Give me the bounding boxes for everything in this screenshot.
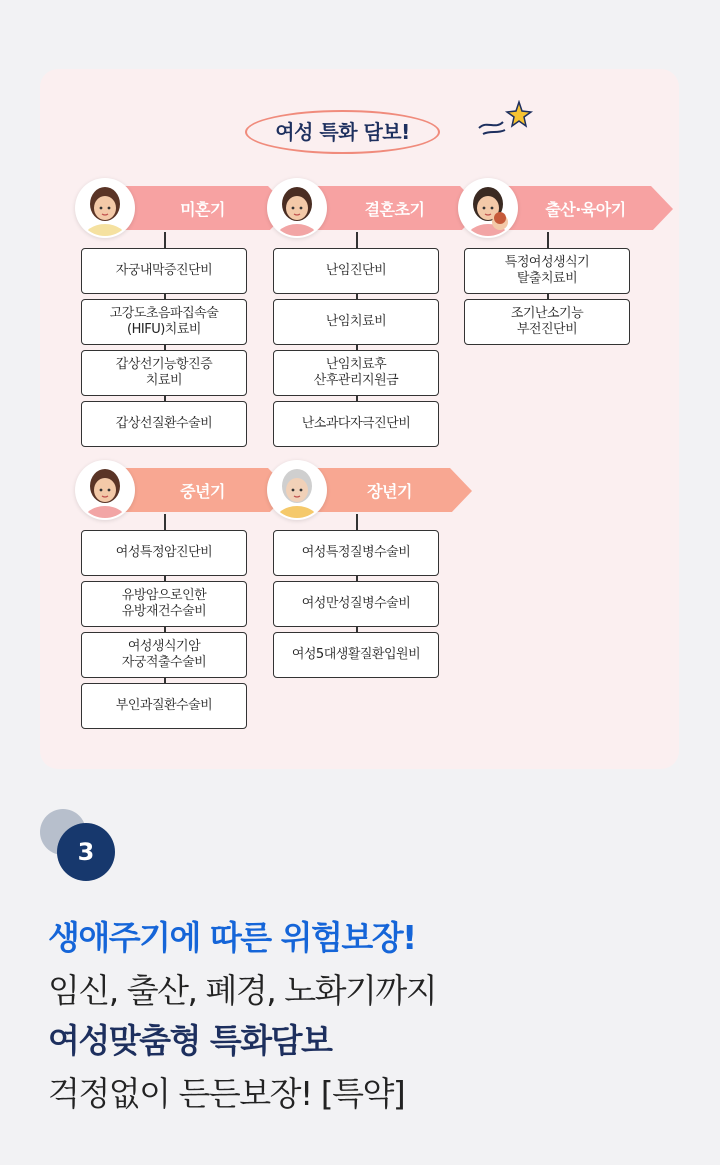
coverage-item: 조기난소기능 부전진단비 xyxy=(464,299,630,345)
woman-avatar-icon xyxy=(267,460,327,520)
coverage-item: 여성5대생활질환입원비 xyxy=(273,632,439,678)
coverage-item: 여성생식기암 자궁적출수술비 xyxy=(81,632,247,678)
coverage-item: 난임진단비 xyxy=(273,248,439,294)
woman-avatar-icon xyxy=(75,178,135,238)
coverage-item: 난임치료비 xyxy=(273,299,439,345)
coverage-item: 유방암으로인한 유방재건수술비 xyxy=(81,581,247,627)
woman-avatar-icon xyxy=(75,460,135,520)
subline-2: 걱정없이 든든보장! [특약] xyxy=(48,1074,405,1113)
coverage-item: 여성특정질병수술비 xyxy=(273,530,439,576)
sparkle-icon xyxy=(475,100,535,140)
stage-label: 장년기 xyxy=(367,482,412,501)
coverage-item: 갑상선기능항진증 치료비 xyxy=(81,350,247,396)
stage-label: 결혼초기 xyxy=(364,200,425,219)
stage-label: 출산·육아기 xyxy=(545,200,626,219)
headline-blue: 생애주기에 따른 위험보장! xyxy=(48,918,416,957)
section-number-badge: 3 xyxy=(57,823,115,881)
stage-label: 중년기 xyxy=(180,482,225,501)
coverage-item: 난임치료후 산후관리지원금 xyxy=(273,350,439,396)
coverage-item: 여성특정암진단비 xyxy=(81,530,247,576)
subline-1: 임신, 출산, 폐경, 노화기까지 xyxy=(48,971,437,1010)
coverage-item: 갑상선질환수술비 xyxy=(81,401,247,447)
coverage-item: 여성만성질병수술비 xyxy=(273,581,439,627)
card-title: 여성 특화 담보! xyxy=(275,120,410,144)
woman-avatar-icon xyxy=(458,178,518,238)
coverage-item: 고강도초음파집속술 (HIFU)치료비 xyxy=(81,299,247,345)
coverage-item: 난소과다자극진단비 xyxy=(273,401,439,447)
headline-navy: 여성맞춤형 특화담보 xyxy=(48,1021,332,1060)
coverage-item: 자궁내막증진단비 xyxy=(81,248,247,294)
woman-avatar-icon xyxy=(267,178,327,238)
coverage-item: 특정여성생식기 탈출치료비 xyxy=(464,248,630,294)
coverage-item: 부인과질환수술비 xyxy=(81,683,247,729)
stage-label: 미혼기 xyxy=(180,200,225,219)
